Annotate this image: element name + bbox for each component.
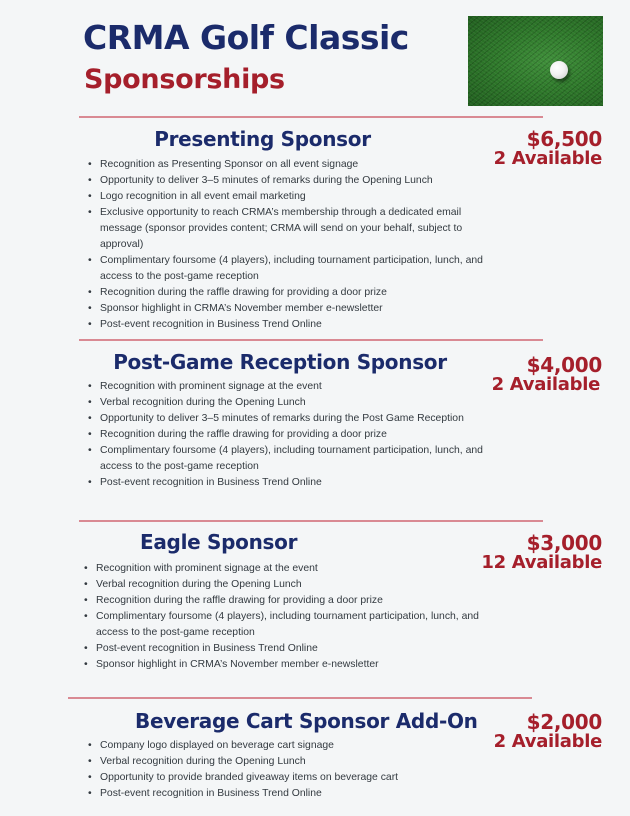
list-item: • Recognition during the raffle drawing for providing a door prize (100, 427, 500, 443)
section-divider (79, 116, 543, 118)
list-item: • Complimentary foursome (4 players), including tournament participation, lunch, and access to the post-game reception (100, 443, 500, 475)
list-item: • Opportunity to deliver 3–5 minutes of remarks during the Opening Lunch (100, 173, 505, 189)
golf-ball-photo (468, 16, 603, 106)
list-item: • Exclusive opportunity to reach CRMA’s membership through a dedicated email message (sponsor provides content; CRMA will send on your behalf, subject to approval) (100, 205, 505, 253)
price-presenting: $6,500 (526, 127, 602, 151)
section-title-beverage: Beverage Cart Sponsor Add-On (135, 709, 478, 733)
list-item: • Recognition during the raffle drawing for providing a door prize (100, 285, 505, 301)
list-item: • Post-event recognition in Business Trend Online (100, 786, 500, 802)
list-item: • Verbal recognition during the Opening Lunch (100, 754, 500, 770)
list-item: • Verbal recognition during the Opening Lunch (96, 577, 501, 593)
section-divider (79, 520, 543, 522)
list-item: • Post-event recognition in Business Trend Online (100, 475, 500, 491)
section-title-eagle: Eagle Sponsor (140, 530, 298, 554)
page-subtitle: Sponsorships (84, 64, 285, 95)
list-item: • Recognition as Presenting Sponsor on all event signage (100, 157, 505, 173)
section-title-presenting: Presenting Sponsor (154, 127, 371, 151)
list-item: • Opportunity to deliver 3–5 minutes of remarks during the Post Game Reception (100, 411, 500, 427)
page-title: CRMA Golf Classic (83, 18, 409, 57)
list-item: • Recognition with prominent signage at the event (96, 561, 501, 577)
benefits-list-beverage (86, 738, 500, 802)
section-title-reception: Post-Game Reception Sponsor (113, 350, 447, 374)
list-item: • Opportunity to provide branded giveaway items on beverage cart (100, 770, 500, 786)
availability-beverage: 2 Available (493, 731, 602, 752)
list-item: • Recognition during the raffle drawing for providing a door prize (96, 593, 501, 609)
section-divider (68, 697, 532, 699)
list-item: • Company logo displayed on beverage cart signage (100, 738, 500, 754)
availability-eagle: 12 Available (481, 552, 602, 573)
list-item: • Sponsor highlight in CRMA’s November member e-newsletter (100, 301, 505, 317)
benefits-list-eagle (82, 561, 501, 673)
availability-reception: 2 Available (491, 374, 600, 395)
price-eagle: $3,000 (526, 531, 602, 555)
section-divider (79, 339, 543, 341)
list-item: • Complimentary foursome (4 players), including tournament participation, lunch, and access to the post-game reception (96, 609, 501, 641)
price-reception: $4,000 (526, 353, 602, 377)
benefits-list-presenting (86, 157, 505, 333)
list-item: • Sponsor highlight in CRMA’s November member e-newsletter (96, 657, 501, 673)
golf-ball (550, 61, 568, 79)
list-item: • Complimentary foursome (4 players), including tournament participation, lunch, and access to the post-game reception (100, 253, 505, 285)
price-beverage: $2,000 (526, 710, 602, 734)
benefits-list-reception (86, 379, 500, 491)
list-item: • Post-event recognition in Business Trend Online (96, 641, 501, 657)
list-item: • Logo recognition in all event email marketing (100, 189, 505, 205)
list-item: • Recognition with prominent signage at the event (100, 379, 500, 395)
list-item: • Verbal recognition during the Opening Lunch (100, 395, 500, 411)
list-item: • Post-event recognition in Business Trend Online (100, 317, 505, 333)
availability-presenting: 2 Available (493, 148, 602, 169)
